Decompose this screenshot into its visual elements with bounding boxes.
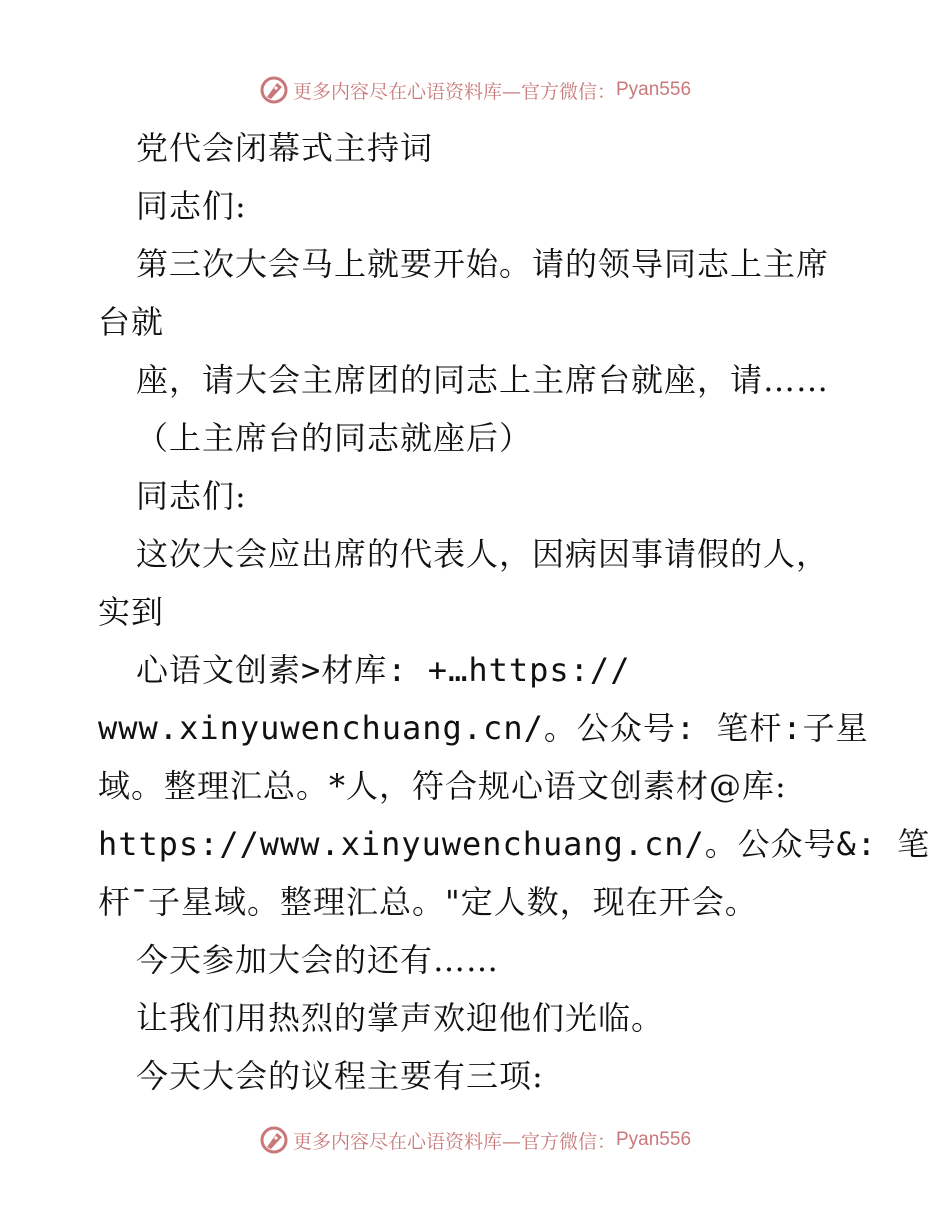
paragraph-line: https://www.xinyuwenchuang.cn/。公众号&: 笔: [98, 825, 931, 863]
paragraph-line: 让我们用热烈的掌声欢迎他们光临。: [136, 999, 665, 1037]
header-banner: [0, 70, 950, 110]
paragraph-line: www.xinyuwenchuang.cn/。公众号: 笔杆:子星: [98, 709, 869, 747]
paragraph-line: 实到: [98, 593, 165, 631]
footer-banner-id: Pyan556: [616, 1129, 692, 1150]
paragraph-line: 座，请大会主席团的同志上主席台就座，请……: [136, 361, 830, 399]
header-banner-id: Pyan556: [616, 79, 692, 100]
document-title: 党代会闭幕式主持词: [136, 129, 434, 167]
paragraph-line: 第三次大会马上就要开始。请的领导同志上主席: [136, 245, 830, 283]
paragraph-line: 心语文创素>材库: +…https://: [136, 651, 631, 689]
paragraph-line: 今天参加大会的还有……: [136, 941, 500, 979]
footer-banner: [0, 1120, 950, 1160]
paragraph-line: （上主席台的同志就座后）: [136, 419, 533, 457]
paragraph-line: 这次大会应出席的代表人，因病因事请假的人，: [136, 535, 830, 573]
paragraph-line: 台就: [98, 303, 165, 341]
pen-nib-icon: [259, 75, 289, 105]
pen-nib-icon: [259, 1125, 289, 1155]
footer-banner-text: 更多内容尽在心语资料库—官方微信：: [292, 1130, 616, 1153]
paragraph-line: 杆¯子星域。整理汇总。"定人数，现在开会。: [98, 883, 758, 921]
header-banner-text: 更多内容尽在心语资料库—官方微信：: [292, 80, 616, 103]
paragraph-line: 今天大会的议程主要有三项:: [136, 1057, 544, 1095]
paragraph-line: 同志们:: [136, 187, 247, 225]
paragraph-line: 同志们:: [136, 477, 247, 515]
paragraph-line: 域。整理汇总。*人，符合规心语文创素材@库:: [98, 767, 787, 805]
